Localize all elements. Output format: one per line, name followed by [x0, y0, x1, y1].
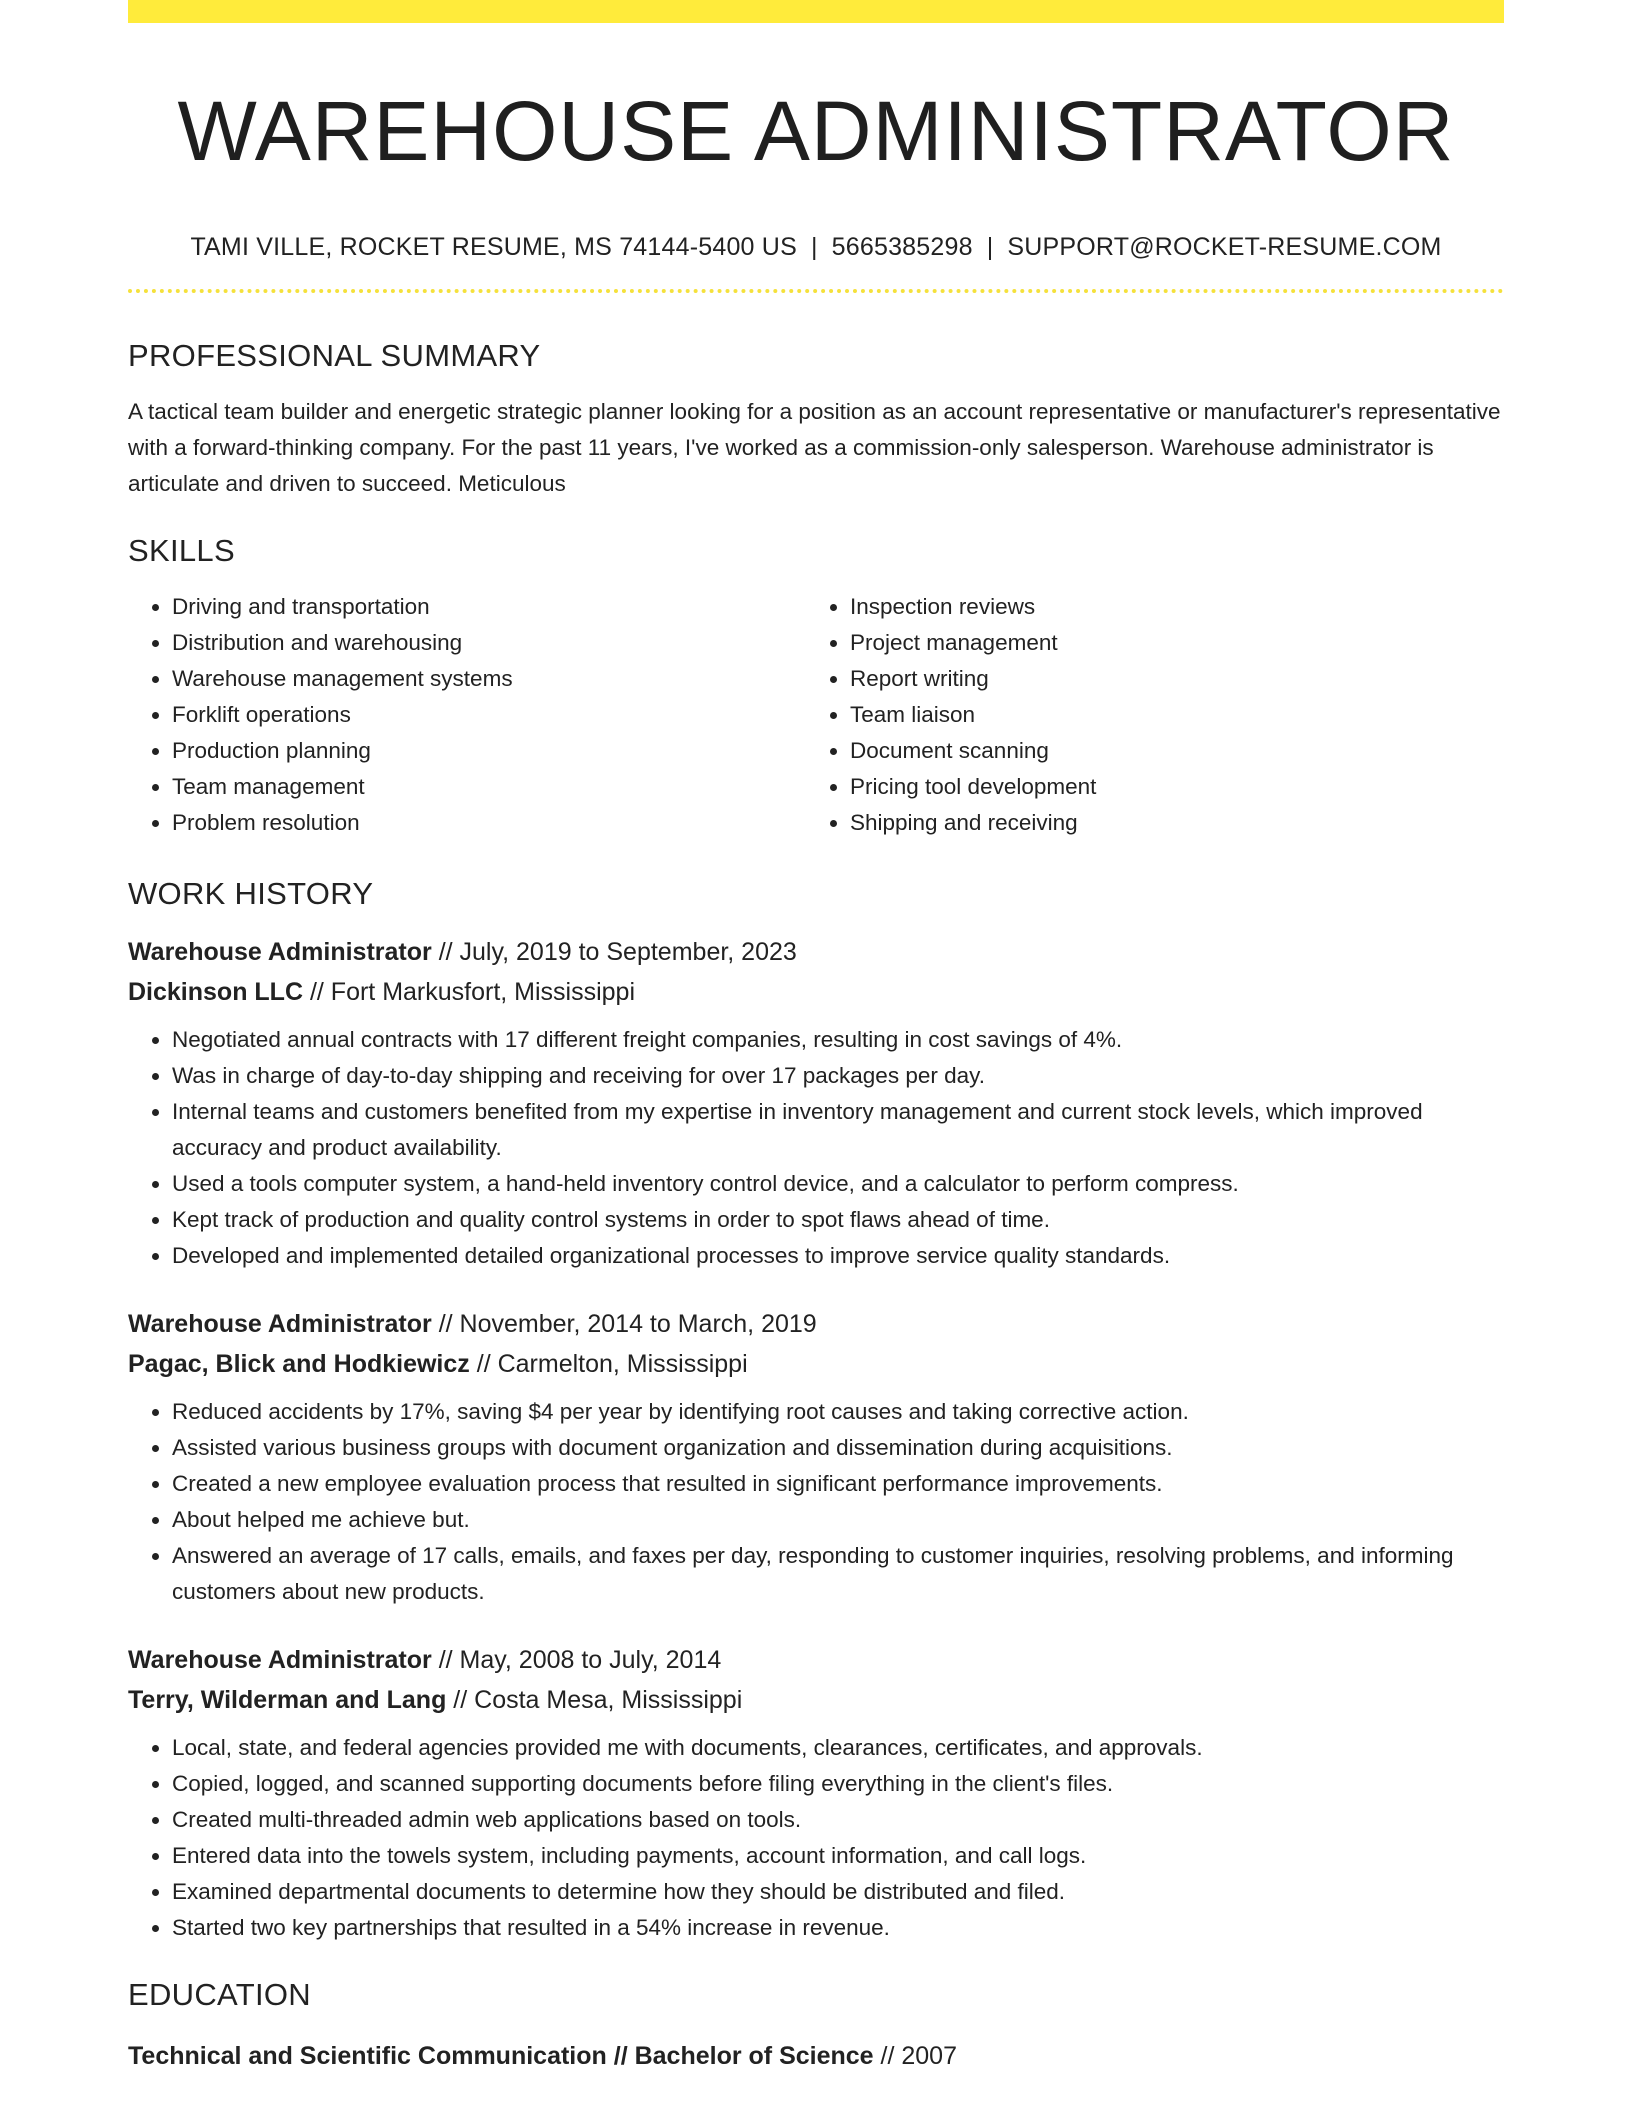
job-entry [128, 1304, 1504, 1610]
job-role-line [128, 1304, 1504, 1344]
summary-heading: PROFESSIONAL SUMMARY [128, 337, 541, 373]
skill-item: • Driving and transportation [172, 589, 806, 625]
contact-phone: 5665385298 [831, 232, 973, 261]
skill-item: • Report writing [850, 661, 1484, 697]
skill-item: • Document scanning [850, 733, 1484, 769]
job-bullet: • Internal teams and customers benefited from my expertise in inventory management and current stock levels, which improved accuracy and product availability. [172, 1094, 1504, 1166]
contact-separator: | [986, 232, 994, 261]
job-entry [128, 1640, 1504, 1946]
education-entry [128, 2036, 1504, 2076]
work-history-heading: WORK HISTORY [128, 876, 374, 912]
contact-email: SUPPORT@ROCKET-RESUME.COM [1007, 232, 1442, 261]
skills-list-right [806, 589, 1484, 841]
job-company-line [128, 972, 1504, 1012]
job-bullet: • Reduced accidents by 17%, saving $4 per year by identifying root causes and taking corrective action. [172, 1394, 1504, 1430]
job-bullet: • Answered an average of 17 calls, emails, and faxes per day, responding to customer inquiries, resolving problems, and informing customers about new products. [172, 1538, 1504, 1610]
job-bullet: • Copied, logged, and scanned supporting documents before filing everything in the client's files. [172, 1766, 1504, 1802]
skills-list-left [128, 589, 806, 841]
job-bullet: • Kept track of production and quality control systems in order to spot flaws ahead of time. [172, 1202, 1504, 1238]
education-degree: Bachelor of Science [634, 2041, 874, 2070]
resume-page [128, 0, 1504, 2076]
job-bullet: • Negotiated annual contracts with 17 different freight companies, resulting in cost savings of 4%. [172, 1022, 1504, 1058]
accent-top-bar [128, 0, 1504, 23]
summary-text: A tactical team builder and energetic strategic planner looking for a position as an account representative or manufacturer's representative with a forward-thinking company. For the past 11 years, I've worked as a commission-only salesperson. Warehouse administrator is articulate and driven to succeed. Meticulous [128, 398, 1501, 496]
job-bullet: • Entered data into the towels system, including payments, account information, and call logs. [172, 1838, 1504, 1874]
job-dates: // July, 2019 to September, 2023 [431, 938, 797, 967]
skill-item: • Distribution and warehousing [172, 625, 806, 661]
job-bullet: • Examined departmental documents to determine how they should be distributed and filed. [172, 1874, 1504, 1910]
job-entry [128, 932, 1504, 1274]
job-role: Warehouse Administrator [128, 938, 432, 967]
job-role-line [128, 932, 1504, 972]
education-heading: EDUCATION [128, 1977, 311, 2013]
job-role: Warehouse Administrator [128, 1646, 432, 1675]
skill-item: • Shipping and receiving [850, 805, 1484, 841]
skill-item: • Production planning [172, 733, 806, 769]
header-divider [128, 289, 1504, 293]
education-year: // 2007 [873, 2041, 957, 2070]
skill-item: • Pricing tool development [850, 769, 1484, 805]
education-field: Technical and Scientific Communication [128, 2041, 607, 2070]
resume-title: WAREHOUSE ADMINISTRATOR [177, 84, 1455, 178]
contact-line [128, 233, 1504, 262]
skill-item: • Warehouse management systems [172, 661, 806, 697]
job-bullet: • Started two key partnerships that resulted in a 54% increase in revenue. [172, 1910, 1504, 1946]
job-bullets [128, 1730, 1504, 1946]
skill-item: • Inspection reviews [850, 589, 1484, 625]
job-company-line [128, 1680, 1504, 1720]
job-bullet: • Was in charge of day-to-day shipping and receiving for over 17 packages per day. [172, 1058, 1504, 1094]
job-role: Warehouse Administrator [128, 1310, 432, 1339]
job-location: // Costa Mesa, Mississippi [446, 1686, 743, 1715]
skill-item: • Problem resolution [172, 805, 806, 841]
job-bullet: • Created a new employee evaluation process that resulted in significant performance improvements. [172, 1466, 1504, 1502]
skill-item: • Project management [850, 625, 1484, 661]
job-company-line [128, 1344, 1504, 1384]
job-bullet: • Developed and implemented detailed organizational processes to improve service quality standards. [172, 1238, 1504, 1274]
job-bullet: • Assisted various business groups with document organization and dissemination during acquisitions. [172, 1430, 1504, 1466]
skill-item: • Forklift operations [172, 697, 806, 733]
skill-item: • Team liaison [850, 697, 1484, 733]
skill-item: • Team management [172, 769, 806, 805]
skills-heading: SKILLS [128, 532, 235, 568]
job-role-line [128, 1640, 1504, 1680]
job-dates: // May, 2008 to July, 2014 [431, 1646, 722, 1675]
job-bullets [128, 1022, 1504, 1274]
contact-address: TAMI VILLE, ROCKET RESUME, MS 74144-5400 US [190, 232, 797, 261]
education-separator: // [606, 2041, 635, 2070]
skills-grid [128, 589, 1504, 841]
job-location: // Carmelton, Mississippi [469, 1350, 748, 1379]
job-bullet: • Local, state, and federal agencies provided me with documents, clearances, certificates, and approvals. [172, 1730, 1504, 1766]
job-company: Pagac, Blick and Hodkiewicz [128, 1350, 470, 1379]
job-bullet: • Used a tools computer system, a hand-held inventory control device, and a calculator to perform compress. [172, 1166, 1504, 1202]
job-bullets [128, 1394, 1504, 1610]
contact-separator: | [810, 232, 818, 261]
job-bullet: • About helped me achieve but. [172, 1502, 1504, 1538]
job-company: Dickinson LLC [128, 978, 304, 1007]
job-location: // Fort Markusfort, Mississippi [303, 978, 636, 1007]
job-dates: // November, 2014 to March, 2019 [431, 1310, 817, 1339]
job-bullet: • Created multi-threaded admin web applications based on tools. [172, 1802, 1504, 1838]
job-company: Terry, Wilderman and Lang [128, 1686, 447, 1715]
